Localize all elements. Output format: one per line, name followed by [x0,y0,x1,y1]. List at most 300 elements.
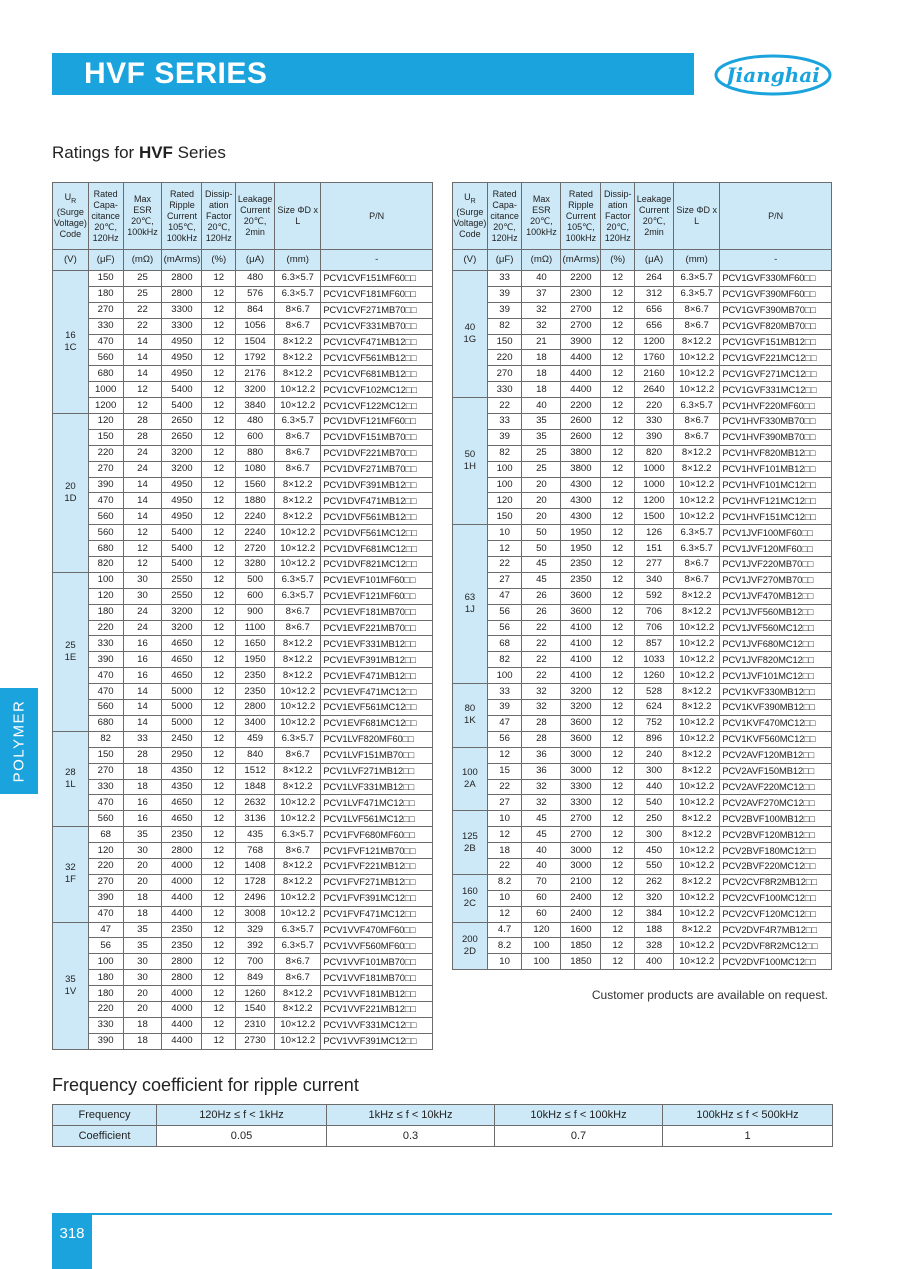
max-esr: 20 [123,858,162,874]
capacitance: 100 [88,572,123,588]
part-number: PCV1KVF470MC12□□ [720,715,832,731]
ripple-current: 4100 [561,620,601,636]
part-number: PCV1CVF681MB12□□ [321,366,433,382]
capacitance: 12 [487,906,522,922]
max-esr: 50 [522,541,561,557]
size: 10×12.2 [674,509,720,525]
leakage-current: 576 [236,286,275,302]
dissipation-factor: 12 [202,572,236,588]
size: 10×12.2 [674,890,720,906]
ripple-current: 1600 [561,922,601,938]
col-ripple: Rated Ripple Current 105℃, 100kHz [162,183,202,250]
size: 8×12.2 [674,763,720,779]
table-row [453,445,832,461]
max-esr: 25 [123,286,162,302]
voltage-code-cell [453,398,488,525]
part-number: PCV1DVF221MB70□□ [321,445,433,461]
capacitance: 1200 [88,398,123,414]
unit-cell: (μF) [487,250,522,271]
table-row [453,938,832,954]
capacitance: 180 [88,970,123,986]
rated-voltage: 20 [65,480,76,492]
ripple-current: 1950 [561,525,601,541]
unit-cell: (%) [202,250,236,271]
part-number: PCV1CVF561MB12□□ [321,350,433,366]
frequency-range: 1kHz ≤ f < 10kHz [327,1105,495,1126]
dissipation-factor: 12 [202,588,236,604]
table-row [453,604,832,620]
ripple-current: 4100 [561,636,601,652]
table-row [53,811,433,827]
part-number: PCV1VVF101MB70□□ [321,954,433,970]
size: 10×12.2 [674,954,720,970]
table-row [53,906,433,922]
ripple-current: 3600 [561,731,601,747]
table-row [453,890,832,906]
max-esr: 32 [522,684,561,700]
capacitance: 180 [88,986,123,1002]
capacitance: 82 [487,652,522,668]
ripple-current: 2800 [162,843,202,859]
voltage-code-cell [53,731,89,826]
max-esr: 14 [123,509,162,525]
leakage-current: 849 [236,970,275,986]
leakage-current: 3400 [236,715,275,731]
col-esr: Max ESR 20℃, 100kHz [522,183,561,250]
max-esr: 24 [123,604,162,620]
part-number: PCV1EVF471MB12□□ [321,668,433,684]
leakage-current: 500 [236,572,275,588]
part-number: PCV1FVF471MC12□□ [321,906,433,922]
dissipation-factor: 12 [601,604,635,620]
capacitance: 68 [487,636,522,652]
dissipation-factor: 12 [202,477,236,493]
max-esr: 20 [522,477,561,493]
frequency-heading: Frequency coefficient for ripple current [52,1075,359,1095]
leakage-current: 3008 [236,906,275,922]
col-cap: Rated Capa-citance 20℃, 120Hz [487,183,522,250]
leakage-current: 450 [635,843,674,859]
ripple-current: 1850 [561,954,601,970]
ripple-current: 2550 [162,588,202,604]
table-row [53,890,433,906]
voltage-code-cell [53,271,89,414]
capacitance: 270 [88,763,123,779]
capacitance: 100 [88,954,123,970]
capacitance: 22 [487,858,522,874]
max-esr: 32 [522,700,561,716]
capacitance: 56 [487,604,522,620]
ratings-header-left [53,183,433,271]
capacitance: 47 [88,922,123,938]
size: 6.3×5.7 [674,541,720,557]
max-esr: 36 [522,763,561,779]
part-number: PCV1HVF151MC12□□ [720,509,832,525]
ripple-current: 2600 [561,414,601,430]
part-number: PCV1GVF820MB70□□ [720,318,832,334]
size: 6.3×5.7 [275,286,321,302]
jianghai-logo [713,52,833,98]
dissipation-factor: 12 [601,715,635,731]
part-number: PCV1EVF221MB70□□ [321,620,433,636]
part-number: PCV1DVF561MB12□□ [321,509,433,525]
table-row [453,398,832,414]
table-row [53,572,433,588]
max-esr: 40 [522,398,561,414]
size: 8×6.7 [275,843,321,859]
table-row [453,922,832,938]
col-pn: P/N [321,183,433,250]
ripple-current: 2450 [162,731,202,747]
capacitance: 330 [88,1017,123,1033]
dissipation-factor: 12 [202,525,236,541]
leakage-current: 880 [236,445,275,461]
leakage-current: 820 [635,445,674,461]
ratings-table-left [52,182,433,1050]
dissipation-factor: 12 [202,493,236,509]
voltage-header-text: (Surge Voltage) Code [53,206,87,239]
part-number: PCV1GVF271MC12□□ [720,366,832,382]
col-size: Size ΦD x L [275,183,321,250]
col-voltage [53,183,89,250]
part-number: PCV1VVF181MB70□□ [321,970,433,986]
capacitance: 100 [487,461,522,477]
rated-voltage: 50 [464,449,476,461]
max-esr: 20 [123,1001,162,1017]
voltage-symbol: U [464,192,471,203]
leakage-current: 540 [635,795,674,811]
ripple-current: 4400 [162,906,202,922]
capacitance: 390 [88,477,123,493]
part-number: PCV1HVF390MB70□□ [720,429,832,445]
capacitance: 10 [487,811,522,827]
leakage-current: 656 [635,302,674,318]
ripple-current: 2800 [162,954,202,970]
capacitance: 4.7 [487,922,522,938]
capacitance: 82 [88,731,123,747]
size: 8×6.7 [275,461,321,477]
ratings-heading: Ratings for HVF Series [52,143,226,162]
ripple-current: 2650 [162,429,202,445]
frequency-range: 100kHz ≤ f < 500kHz [663,1105,833,1126]
voltage-symbol: U [64,192,72,203]
capacitance: 470 [88,795,123,811]
table-row [53,271,433,287]
capacitance: 56 [88,938,123,954]
ripple-current: 2800 [162,970,202,986]
part-number: PCV1CVF102MC12□□ [321,382,433,398]
part-number: PCV1JVF101MC12□□ [720,668,832,684]
size: 10×12.2 [674,938,720,954]
dissipation-factor: 12 [601,350,635,366]
footer-rule [52,1213,832,1215]
dissipation-factor: 12 [202,747,236,763]
voltage-code: 2D [463,945,476,957]
max-esr: 28 [522,731,561,747]
ripple-current: 3900 [561,334,601,350]
size: 6.3×5.7 [275,731,321,747]
ripple-current: 3200 [561,684,601,700]
leakage-current: 300 [635,827,674,843]
table-row [453,271,832,287]
part-number: PCV1DVF561MC12□□ [321,525,433,541]
ripple-current: 2550 [162,572,202,588]
capacitance: 470 [88,493,123,509]
part-number: PCV1KVF390MB12□□ [720,700,832,716]
size: 8×12.2 [674,588,720,604]
leakage-current: 592 [635,588,674,604]
part-number: PCV1GVF330MF60□□ [720,271,832,287]
leakage-current: 2240 [236,509,275,525]
voltage-code-cell [453,874,488,922]
max-esr: 22 [123,318,162,334]
table-row [453,763,832,779]
max-esr: 16 [123,668,162,684]
ripple-current: 4300 [561,493,601,509]
dissipation-factor: 12 [601,843,635,859]
part-number: PCV1CVF471MB12□□ [321,334,433,350]
logo-text: Jianghai [726,63,820,87]
leakage-current: 857 [635,636,674,652]
leakage-current: 1792 [236,350,275,366]
column-header-row [53,183,433,250]
unit-row [53,250,433,271]
leakage-current: 151 [635,541,674,557]
size: 10×12.2 [275,890,321,906]
size: 8×12.2 [674,874,720,890]
rated-voltage: 32 [65,862,76,874]
ripple-current: 3000 [561,763,601,779]
max-esr: 45 [522,557,561,573]
voltage-code-cell [53,922,89,1049]
leakage-current: 1056 [236,318,275,334]
part-number: PCV2DVF4R7MB12□□ [720,922,832,938]
size: 6.3×5.7 [275,414,321,430]
table-row [453,747,832,763]
capacitance: 470 [88,668,123,684]
max-esr: 22 [123,302,162,318]
table-row [53,334,433,350]
part-number: PCV1JVF120MF60□□ [720,541,832,557]
max-esr: 12 [123,382,162,398]
voltage-code-cell [453,922,488,970]
size: 8×6.7 [674,414,720,430]
size: 10×12.2 [275,795,321,811]
dissipation-factor: 12 [601,509,635,525]
voltage-code-cell [453,684,488,748]
size: 10×12.2 [275,700,321,716]
table-row [53,525,433,541]
table-row [53,541,433,557]
size: 10×12.2 [674,715,720,731]
max-esr: 28 [123,414,162,430]
leakage-current: 2310 [236,1017,275,1033]
capacitance: 56 [487,620,522,636]
size: 10×12.2 [275,1017,321,1033]
capacitance: 220 [88,620,123,636]
dissipation-factor: 12 [202,668,236,684]
max-esr: 100 [522,938,561,954]
ripple-current: 2650 [162,414,202,430]
ripple-current: 4400 [561,382,601,398]
capacitance: 22 [487,779,522,795]
part-number: PCV1VVF391MC12□□ [321,1033,433,1049]
part-number: PCV1JVF560MC12□□ [720,620,832,636]
dissipation-factor: 12 [601,620,635,636]
table-row [53,1033,433,1049]
dissipation-factor: 12 [202,731,236,747]
ripple-current: 2350 [162,922,202,938]
size: 10×12.2 [674,795,720,811]
max-esr: 35 [123,922,162,938]
ripple-current: 4400 [561,366,601,382]
part-number: PCV1EVF101MF60□□ [321,572,433,588]
table-row [53,318,433,334]
dissipation-factor: 12 [202,843,236,859]
side-tab-label: POLYMER [10,699,28,783]
rated-voltage: 25 [65,639,76,651]
size: 6.3×5.7 [275,827,321,843]
unit-cell: (mΩ) [123,250,162,271]
part-number: PCV1VVF560MF60□□ [321,938,433,954]
size: 10×12.2 [674,493,720,509]
capacitance: 82 [487,445,522,461]
size: 10×12.2 [674,858,720,874]
dissipation-factor: 12 [601,890,635,906]
max-esr: 14 [123,350,162,366]
capacitance: 680 [88,366,123,382]
table-row [53,700,433,716]
leakage-current: 1848 [236,779,275,795]
dissipation-factor: 12 [202,874,236,890]
max-esr: 26 [522,604,561,620]
part-number: PCV2DVF100MC12□□ [720,954,832,970]
leakage-current: 2730 [236,1033,275,1049]
coefficient-value: 0.3 [327,1126,495,1147]
rated-voltage: 28 [65,767,76,778]
ripple-current: 2200 [561,271,601,287]
part-number: PCV1EVF331MB12□□ [321,636,433,652]
max-esr: 14 [123,334,162,350]
size: 8×12.2 [275,986,321,1002]
part-number: PCV1HVF820MB12□□ [720,445,832,461]
capacitance: 8.2 [487,874,522,890]
dissipation-factor: 12 [202,715,236,731]
col-df: Dissip-ation Factor 20℃, 120Hz [601,183,635,250]
max-esr: 40 [522,858,561,874]
voltage-code-cell [453,525,488,684]
size: 10×12.2 [674,906,720,922]
part-number: PCV1KVF330MB12□□ [720,684,832,700]
size: 8×6.7 [674,557,720,573]
frequency-range: 120Hz ≤ f < 1kHz [157,1105,327,1126]
part-number: PCV1DVF151MB70□□ [321,429,433,445]
dissipation-factor: 12 [202,286,236,302]
dissipation-factor: 12 [601,271,635,287]
max-esr: 50 [522,525,561,541]
rated-voltage: 125 [461,830,478,842]
capacitance: 470 [88,334,123,350]
size: 6.3×5.7 [674,525,720,541]
part-number: PCV1LVF271MB12□□ [321,763,433,779]
part-number: PCV2BVF220MC12□□ [720,858,832,874]
leakage-current: 528 [635,684,674,700]
part-number: PCV1DVF271MB70□□ [321,461,433,477]
max-esr: 60 [522,906,561,922]
leakage-current: 188 [635,922,674,938]
size: 10×12.2 [674,477,720,493]
voltage-code: 1H [463,461,476,473]
part-number: PCV1LVF820MF60□□ [321,731,433,747]
leakage-current: 480 [236,414,275,430]
size: 10×12.2 [674,843,720,859]
leakage-current: 1950 [236,652,275,668]
leakage-current: 2800 [236,700,275,716]
part-number: PCV1HVF101MC12□□ [720,477,832,493]
leakage-current: 2720 [236,541,275,557]
ripple-current: 4650 [162,636,202,652]
max-esr: 12 [123,398,162,414]
ripple-current: 5400 [162,525,202,541]
ripple-current: 3200 [162,461,202,477]
dissipation-factor: 12 [601,906,635,922]
max-esr: 28 [123,429,162,445]
part-number: PCV2AVF120MB12□□ [720,747,832,763]
dissipation-factor: 12 [601,588,635,604]
part-number: PCV1EVF121MF60□□ [321,588,433,604]
max-esr: 21 [522,334,561,350]
part-number: PCV2AVF220MC12□□ [720,779,832,795]
part-number: PCV1EVF681MC12□□ [321,715,433,731]
frequency-range: 10kHz ≤ f < 100kHz [495,1105,663,1126]
ripple-current: 4000 [162,986,202,1002]
capacitance: 680 [88,541,123,557]
size: 8×12.2 [674,461,720,477]
table-row [53,477,433,493]
max-esr: 16 [123,636,162,652]
leakage-current: 1728 [236,874,275,890]
capacitance: 22 [487,398,522,414]
capacitance: 470 [88,684,123,700]
table-row [53,652,433,668]
table-row [53,668,433,684]
capacitance: 39 [487,286,522,302]
size: 6.3×5.7 [275,271,321,287]
part-number: PCV1CVF181MF60□□ [321,286,433,302]
size: 6.3×5.7 [275,922,321,938]
dissipation-factor: 12 [601,461,635,477]
dissipation-factor: 12 [601,334,635,350]
leakage-current: 2350 [236,668,275,684]
dissipation-factor: 12 [601,493,635,509]
series-title: HVF SERIES [84,57,268,90]
leakage-current: 1000 [635,461,674,477]
ripple-current: 4400 [561,350,601,366]
voltage-code-cell [53,827,89,922]
table-row [453,366,832,382]
dissipation-factor: 12 [202,398,236,414]
dissipation-factor: 12 [601,572,635,588]
dissipation-factor: 12 [202,271,236,287]
leakage-current: 3200 [236,382,275,398]
table-row [53,858,433,874]
table-row [453,477,832,493]
part-number: PCV1JVF100MF60□□ [720,525,832,541]
ripple-current: 2300 [561,286,601,302]
capacitance: 220 [88,445,123,461]
part-number: PCV1FVF221MB12□□ [321,858,433,874]
capacitance: 180 [88,286,123,302]
